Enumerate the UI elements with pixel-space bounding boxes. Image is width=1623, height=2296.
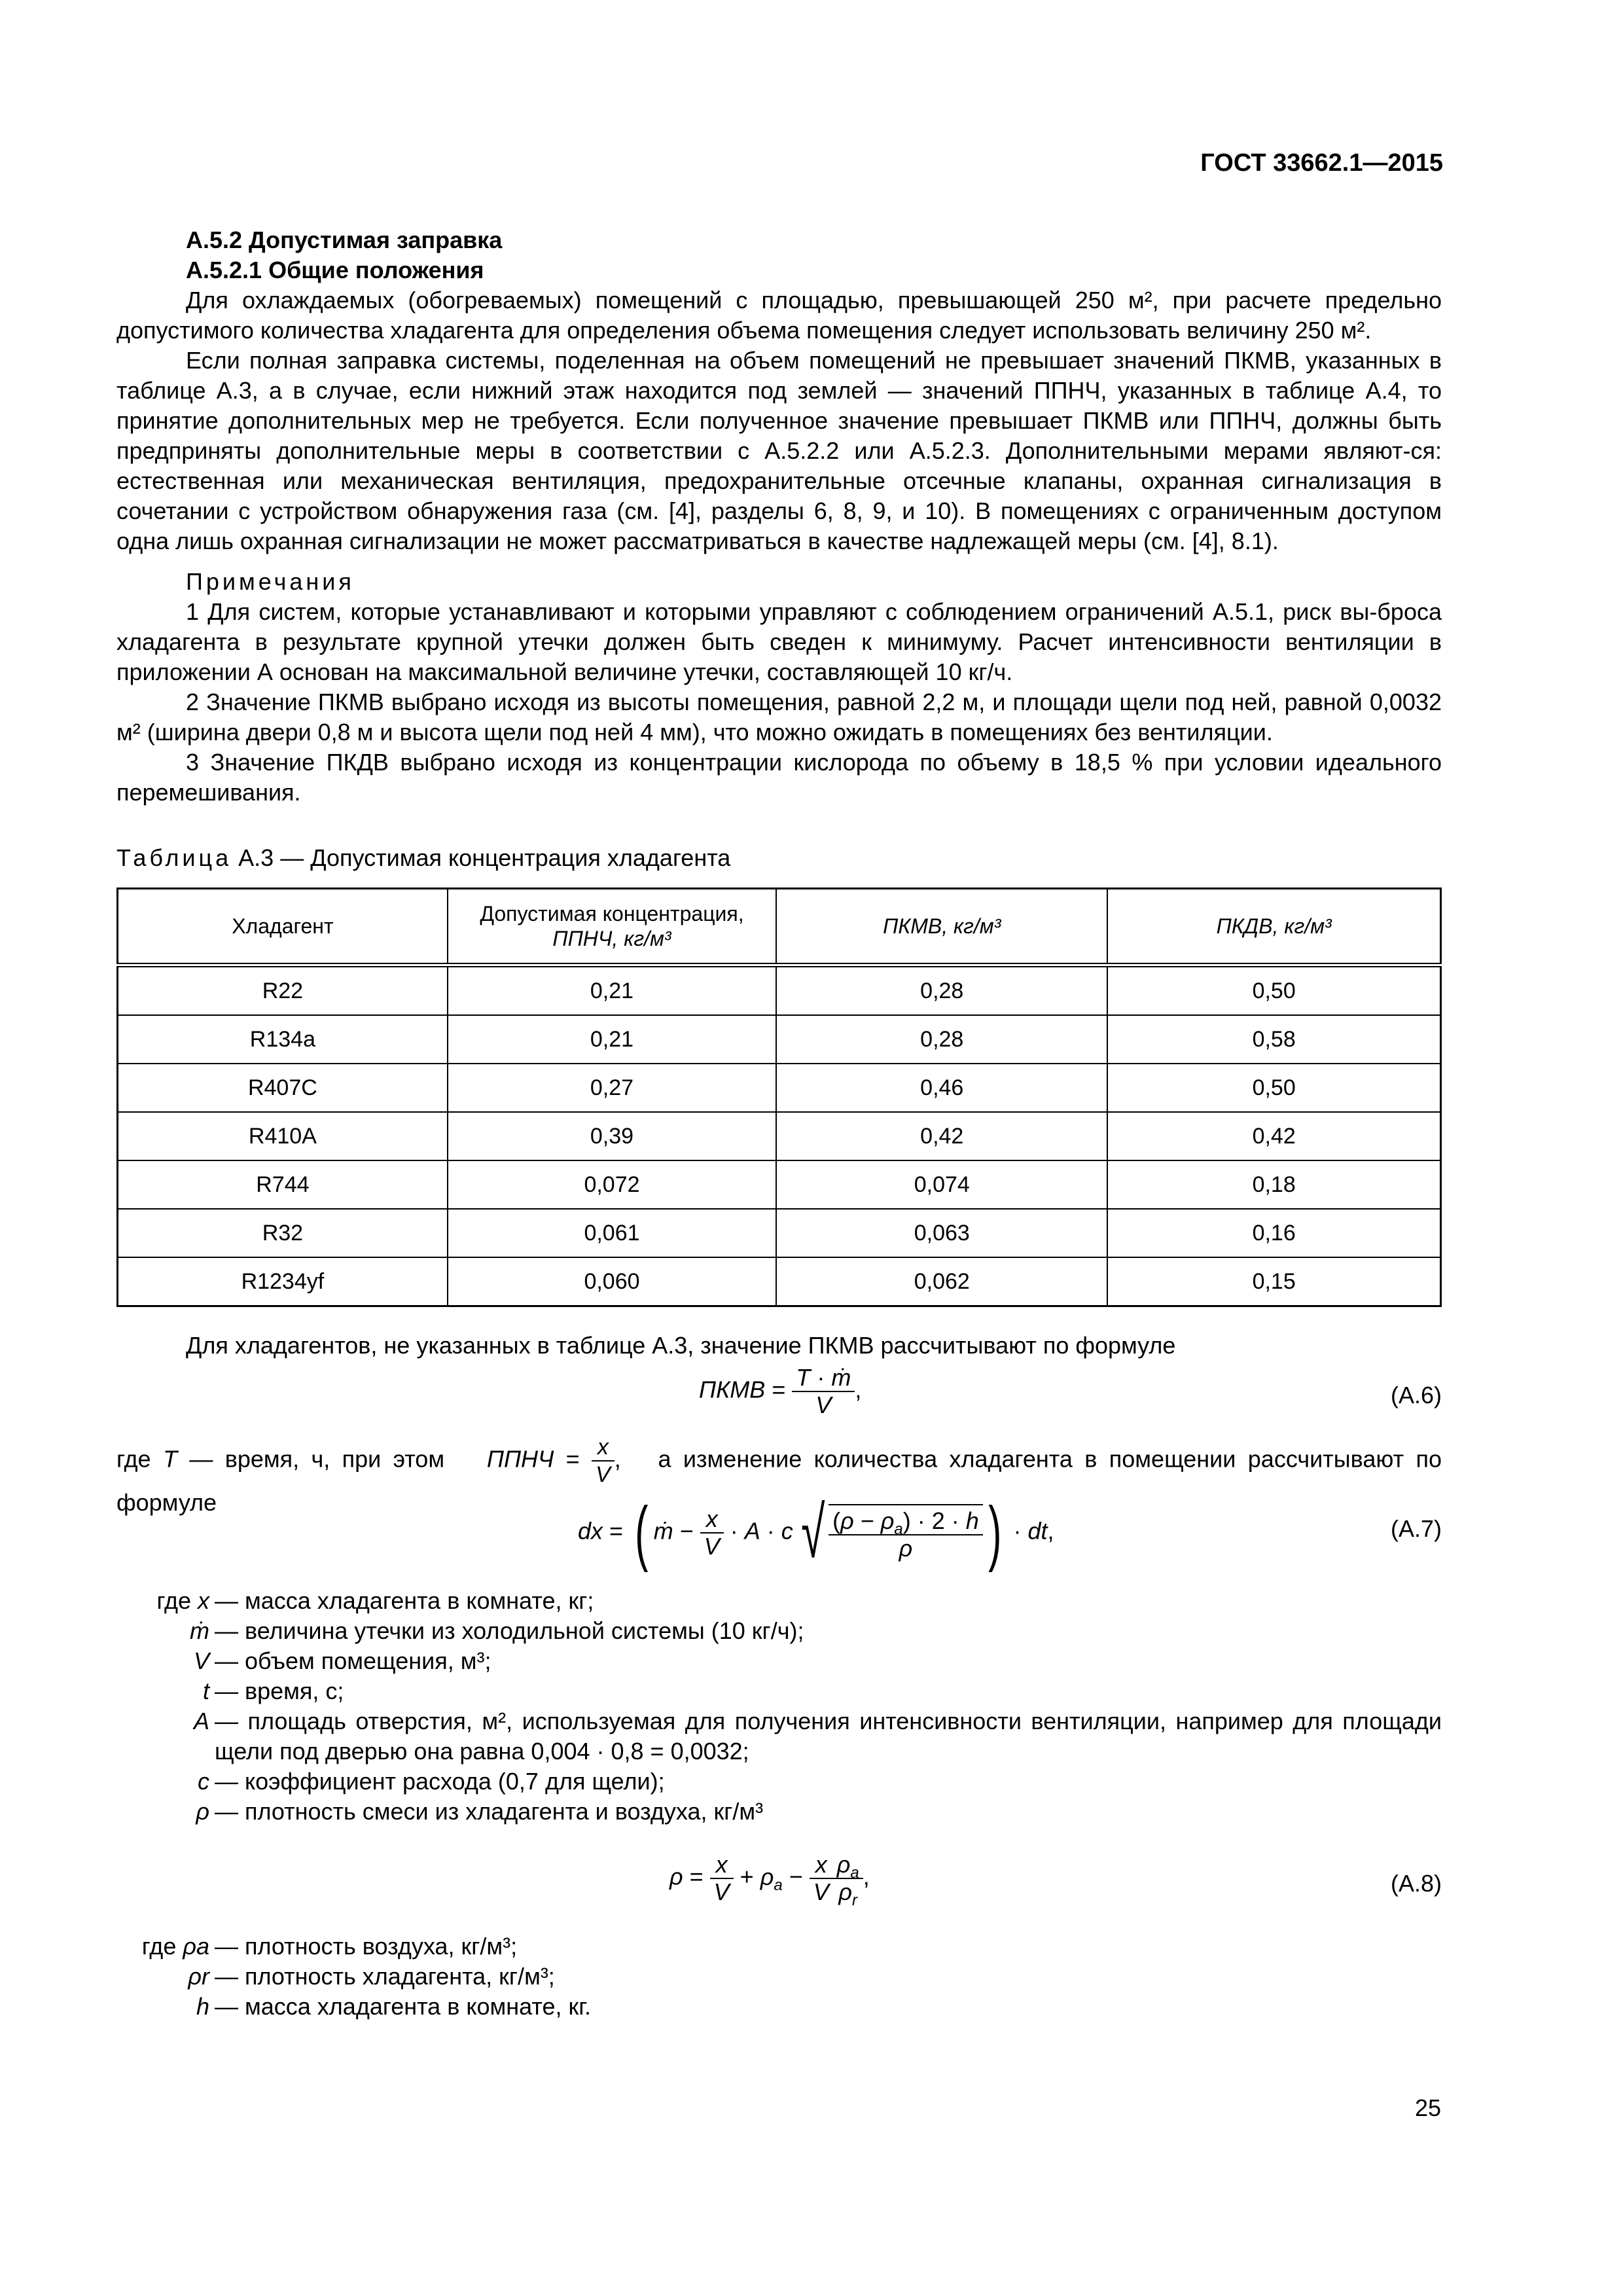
table-caption-text: А.3 — Допустимая концентрация хладагента <box>238 844 731 871</box>
header-pkmv: ПКМВ, кг/м³ <box>776 889 1107 965</box>
where-symbol-text: V <box>193 1647 209 1674</box>
note-1: 1 Для систем, которые устанавливают и которыми управляют с соблюдением ограничений А.5.1, риск вы-броса хладагента в результате крупной утечки должен быть сведен к минимуму. Расчет интенсивности вентиляции в приложении А основан на максимальной величине утечки, составляющей 10 кг/ч. <box>116 598 1442 685</box>
where-symbol <box>116 1962 215 1992</box>
where-description: — плотность воздуха, кг/м³; <box>215 1933 518 1960</box>
table-row <box>118 1064 1441 1112</box>
formula-a6-number: (А.6) <box>1390 1382 1442 1408</box>
table-cell: 0,21 <box>448 1015 776 1064</box>
formula-a6-row <box>116 1361 1442 1431</box>
paragraph-area: Для охлаждаемых (обогреваемых) помещений с площадью, превышающей 250 м², при расчете предельно допустимого количества хладагента для определения объема помещения следует использовать величину 250 м². <box>116 287 1442 344</box>
where-t-symbol: Т <box>162 1445 177 1473</box>
table-cell: R22 <box>118 965 448 1016</box>
table-cell: 0,15 <box>1107 1257 1440 1306</box>
table-row <box>118 1160 1441 1209</box>
notes-title: Примечания <box>186 568 355 595</box>
formula-a7-number: (А.7) <box>1390 1515 1442 1542</box>
where-symbol <box>116 1767 215 1797</box>
paragraph-formula-intro: Для хладагентов, не указанных в таблице А.3, значение ПКМВ рассчитывают по формуле <box>186 1332 1176 1359</box>
where-symbol <box>116 1992 215 2022</box>
where-description: — плотность хладагента, кг/м³; <box>215 1963 555 1990</box>
where-symbol <box>116 1616 215 1646</box>
where-symbol-text: ρa <box>183 1933 209 1960</box>
where-symbol-text: ṁ <box>190 1617 209 1644</box>
formula-a7: dx = ( ṁ − $\frac{x}{V}$ · A · c √ $\frac{(\rho - \rho_a) \cdot 2 \cdot h}{\rho}$ ) · dt, <box>578 1492 1054 1573</box>
table-cell: 0,18 <box>1107 1160 1440 1209</box>
header-pkdv: ПКДВ, кг/м³ <box>1107 889 1440 965</box>
formula-a8-number: (А.8) <box>1390 1870 1442 1897</box>
table-header-row <box>118 889 1441 965</box>
table-row <box>118 1015 1441 1064</box>
where-symbol-text: c <box>198 1768 209 1795</box>
table-cell: R410A <box>118 1112 448 1160</box>
formula-a7-row <box>116 1494 1442 1586</box>
table-cell: 0,28 <box>776 965 1107 1016</box>
header-concentration-line2: ППНЧ, кг/м³ <box>552 927 671 950</box>
table-cell: 0,061 <box>448 1209 776 1257</box>
where-list-a7 <box>116 1586 1442 1827</box>
table-cell: 0,50 <box>1107 965 1440 1016</box>
where-symbol <box>116 1706 215 1767</box>
table-cell: R744 <box>118 1160 448 1209</box>
refrigerant-table <box>116 888 1442 1307</box>
where-t-text2: а изменение количества хладагента в помещении рассчитывают по формуле <box>116 1445 1442 1516</box>
header-concentration <box>448 889 776 965</box>
where-description: — масса хладагента в комнате, кг; <box>215 1587 594 1614</box>
table-cell: R134a <box>118 1015 448 1064</box>
table-cell: 0,28 <box>776 1015 1107 1064</box>
where-description: — плотность смеси из хладагента и воздуха, кг/м³ <box>215 1798 764 1825</box>
where-t-block: где Т — время, ч, при этом ППНЧ = $\frac{x}{V}$ , а изменение количества хладагента в помещении рассчитывают по формуле <box>116 1435 1442 1516</box>
table-cell: 0,39 <box>448 1112 776 1160</box>
header-concentration-line1: Допустимая концентрация, <box>480 902 744 925</box>
table-cell: 0,062 <box>776 1257 1107 1306</box>
where-symbol-text: ρ <box>196 1798 209 1825</box>
where-symbol-text: t <box>202 1677 209 1704</box>
where-symbol <box>116 1931 215 1962</box>
document-code: ГОСТ 33662.1—2015 <box>1200 149 1443 177</box>
table-cell: 0,42 <box>776 1112 1107 1160</box>
where-symbol <box>116 1646 215 1676</box>
where-lead: где <box>156 1587 191 1614</box>
where-symbol <box>116 1797 215 1827</box>
page-content <box>116 225 1442 2022</box>
table-cell: 0,16 <box>1107 1209 1440 1257</box>
where-list-a8 <box>116 1931 1442 2022</box>
table-cell: 0,072 <box>448 1160 776 1209</box>
table-cell: 0,50 <box>1107 1064 1440 1112</box>
formula-a8-row <box>116 1840 1442 1931</box>
table-cell: R32 <box>118 1209 448 1257</box>
table-cell: 0,42 <box>1107 1112 1440 1160</box>
subsection-heading: А.5.2.1 Общие положения <box>186 257 484 283</box>
table-cell: 0,58 <box>1107 1015 1440 1064</box>
table-row <box>118 1112 1441 1160</box>
header-refrigerant: Хладагент <box>118 889 448 965</box>
where-symbol-text: A <box>193 1708 209 1734</box>
table-cell: 0,27 <box>448 1064 776 1112</box>
where-description: — масса хладагента в комнате, кг. <box>215 1993 591 2020</box>
where-t-text1: — время, ч, при этом <box>189 1445 445 1473</box>
table-cell: 0,21 <box>448 965 776 1016</box>
table-caption-label: Таблица <box>116 844 232 871</box>
table-row <box>118 1257 1441 1306</box>
where-symbol-text: x <box>198 1587 209 1614</box>
where-description: — время, с; <box>215 1677 344 1704</box>
table-cell: 0,063 <box>776 1209 1107 1257</box>
paragraph-charge: Если полная заправка системы, поделенная на объем помещений не превышает значений ПКМВ, указанных в таблице А.3, а в случае, если нижний этаж находится под землей — значений ППНЧ, указанных в таблице А.4, то принятие дополнительных мер не требуется. Если полученное значение превышает ПКМВ или ППНЧ, должны быть предприняты дополнительные меры в соответствии с А.5.2.2 или А.5.2.3. Дополнительными мерами являют-ся: естественная или механическая вентиляция, предохранительные отсечные клапаны, охранная сигнализация в сочетании с устройством обнаружения газа (см. [4], разделы 6, 8, 9, и 10). В помещениях с ограниченным доступом одна лишь охранная сигнализации не может рассматриваться в качестве надлежащей меры (см. [4], 8.1). <box>116 347 1442 554</box>
table-caption <box>116 843 1442 873</box>
where-symbol <box>116 1586 215 1616</box>
formula-a8: ρ = $\frac{x}{V}$ + $\rho_a$ − $\frac{x}{V}$ $\frac{\rho_a}{\rho_r}$ , <box>669 1851 870 1910</box>
note-2: 2 Значение ПКМВ выбрано исходя из высоты помещения, равной 2,2 м, и площади щели под ней, равной 0,0032 м² (ширина двери 0,8 м и высота щели под ней 4 мм), что можно ожидать в помещениях без вентиляции. <box>116 689 1442 745</box>
where-description: — коэффициент расхода (0,7 для щели); <box>215 1768 665 1795</box>
where-description: — объем помещения, м³; <box>215 1647 491 1674</box>
table-cell: 0,46 <box>776 1064 1107 1112</box>
where-t-lead: где <box>116 1445 151 1473</box>
section-heading: А.5.2 Допустимая заправка <box>186 226 503 253</box>
table-row <box>118 1209 1441 1257</box>
where-lead: где <box>141 1933 177 1960</box>
table-row <box>118 965 1441 1016</box>
table-cell: R1234yf <box>118 1257 448 1306</box>
where-symbol-text: ρr <box>188 1963 209 1990</box>
table-cell: R407C <box>118 1064 448 1112</box>
formula-a6: ПКМВ = $\frac{\text{T · ṁ}}{V}$ , <box>699 1364 862 1418</box>
where-description: — величина утечки из холодильной системы (10 кг/ч); <box>215 1617 804 1644</box>
where-symbol-text: h <box>196 1993 209 2020</box>
note-3: 3 Значение ПКДВ выбрано исходя из концентрации кислорода по объему в 18,5 % при условии идеального перемешивания. <box>116 749 1442 806</box>
table-cell: 0,060 <box>448 1257 776 1306</box>
where-description: — площадь отверстия, м², используемая для получения интенсивности вентиляции, например для площади щели под дверью она равна 0,004 · 0,8 = 0,0032; <box>215 1708 1442 1765</box>
page-number: 25 <box>1414 2094 1441 2121</box>
table-cell: 0,074 <box>776 1160 1107 1209</box>
where-symbol <box>116 1676 215 1706</box>
